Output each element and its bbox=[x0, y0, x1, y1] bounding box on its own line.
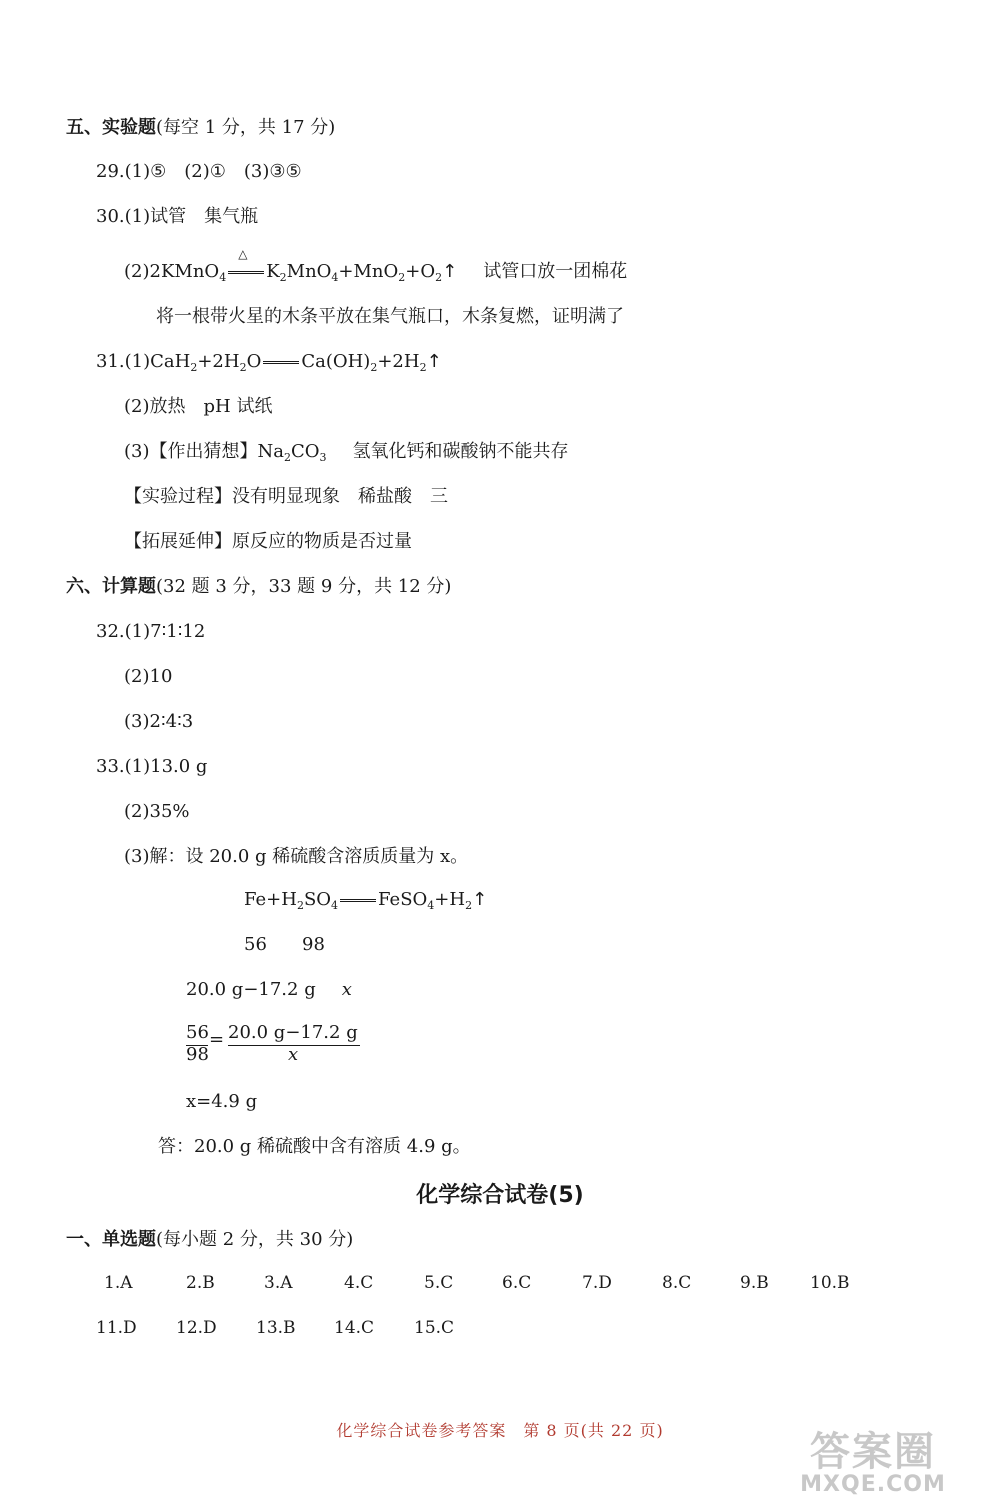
subscript: 2 bbox=[465, 899, 473, 912]
q31-reason: 氢氧化钙和碳酸钠不能共存 bbox=[352, 441, 569, 462]
fraction-numerator: 20.0 g−17.2 g bbox=[228, 1022, 358, 1043]
q31-line3 bbox=[124, 440, 569, 464]
q33-line1: 33.(1)13.0 g bbox=[96, 756, 208, 777]
answer-item: 14.C bbox=[334, 1318, 375, 1338]
q32-line3: (3)2∶4∶3 bbox=[124, 711, 194, 732]
section-1-title: 一、单选题 bbox=[66, 1229, 156, 1250]
paper-5-title: 化学综合试卷(5) bbox=[416, 1183, 584, 1208]
section-1-note: (每小题 2 分，共 30 分) bbox=[156, 1229, 354, 1250]
q33-given-line bbox=[186, 978, 352, 1002]
delta-symbol: △ bbox=[238, 247, 248, 261]
equals-bar bbox=[340, 899, 376, 902]
formula-text: O bbox=[246, 351, 262, 372]
gas-arrow-icon: ↑ bbox=[426, 351, 442, 372]
answer-item: 15.C bbox=[414, 1318, 455, 1338]
subscript: 4 bbox=[331, 271, 339, 284]
q33-mass-98: 98 bbox=[302, 934, 325, 955]
subscript: 2 bbox=[435, 271, 443, 284]
given-mass: 20.0 g−17.2 g bbox=[186, 979, 316, 1000]
q33-result: x=4.9 g bbox=[186, 1091, 258, 1112]
formula-text: 31.(1)CaH bbox=[96, 351, 191, 372]
section-6-note: (32 题 3 分，33 题 9 分，共 12 分) bbox=[156, 576, 452, 597]
formula-text: SO bbox=[303, 889, 332, 910]
heat-condition bbox=[226, 247, 266, 284]
q29-answer: 29.(1)⑤ (2)① (3)③⑤ bbox=[96, 161, 302, 182]
subscript: 4 bbox=[331, 899, 339, 912]
formula-text: +2H bbox=[377, 351, 420, 372]
q33-line2: (2)35% bbox=[124, 801, 190, 822]
formula-text: MnO bbox=[286, 261, 332, 282]
q30-line2 bbox=[124, 247, 628, 284]
formula-text: (3)【作出猜想】Na bbox=[124, 441, 284, 462]
equals-bar bbox=[228, 271, 264, 274]
answer-item: 3.A bbox=[264, 1273, 293, 1293]
section-5-heading bbox=[66, 116, 335, 140]
watermark-logo bbox=[758, 1430, 988, 1498]
q33-equation bbox=[244, 888, 487, 912]
q30-line1: 30.(1)试管 集气瓶 bbox=[96, 206, 259, 227]
section-1-heading bbox=[66, 1228, 353, 1252]
q30-note: 试管口放一团棉花 bbox=[483, 261, 628, 282]
subscript: 3 bbox=[319, 451, 327, 464]
watermark-url: MXQE.COM bbox=[800, 1472, 946, 1497]
q31-line4: 【实验过程】没有明显现象 稀盐酸 三 bbox=[124, 486, 448, 507]
subscript: 2 bbox=[296, 899, 304, 912]
answer-item: 4.C bbox=[344, 1273, 374, 1293]
fraction-numerator: 56 bbox=[186, 1022, 209, 1043]
answer-item: 12.D bbox=[176, 1318, 217, 1338]
gas-arrow-icon: ↑ bbox=[472, 889, 488, 910]
equals-bar bbox=[263, 361, 299, 364]
answer-item: 6.C bbox=[502, 1273, 532, 1293]
subscript: 2 bbox=[370, 361, 378, 374]
answer-item: 11.D bbox=[96, 1318, 137, 1338]
answer-item: 8.C bbox=[662, 1273, 692, 1293]
subscript: 4 bbox=[427, 899, 435, 912]
q33-line3: (3)解：设 20.0 g 稀硫酸含溶质质量为 x。 bbox=[124, 846, 469, 867]
subscript: 2 bbox=[283, 451, 291, 464]
answer-item: 1.A bbox=[104, 1273, 133, 1293]
q33-answer: 答：20.0 g 稀硫酸中含有溶质 4.9 g。 bbox=[158, 1136, 471, 1157]
q32-line2: (2)10 bbox=[124, 666, 173, 687]
subscript: 4 bbox=[219, 271, 227, 284]
formula-text: +O bbox=[405, 261, 436, 282]
answer-item: 13.B bbox=[256, 1318, 296, 1338]
answer-item: 2.B bbox=[186, 1273, 215, 1293]
section-6-title: 六、计算题 bbox=[66, 576, 156, 597]
q32-line1: 32.(1)7∶1∶12 bbox=[96, 621, 206, 642]
formula-text: +H bbox=[434, 889, 466, 910]
fraction-denominator: 98 bbox=[186, 1044, 209, 1065]
subscript: 2 bbox=[419, 361, 427, 374]
section-5-title: 五、实验题 bbox=[66, 117, 156, 138]
gas-arrow-icon: ↑ bbox=[442, 261, 458, 282]
q31-line2: (2)放热 pH 试纸 bbox=[124, 396, 273, 417]
formula-text: Ca(OH) bbox=[301, 351, 371, 372]
answer-item: 7.D bbox=[582, 1273, 612, 1293]
subscript: 2 bbox=[239, 361, 247, 374]
answer-item: 10.B bbox=[810, 1273, 850, 1293]
q31-line5: 【拓展延伸】原反应的物质是否过量 bbox=[124, 531, 412, 552]
subscript: 2 bbox=[190, 361, 198, 374]
q31-line1 bbox=[96, 350, 442, 374]
fraction-equals: = bbox=[209, 1029, 225, 1050]
answer-item: 9.B bbox=[740, 1273, 769, 1293]
fraction-denominator: x bbox=[288, 1044, 299, 1065]
formula-text: CO bbox=[290, 441, 320, 462]
subscript: 2 bbox=[398, 271, 406, 284]
formula-text: (2)2KMnO bbox=[124, 261, 220, 282]
formula-text: FeSO bbox=[378, 889, 428, 910]
page-footer: 化学综合试卷参考答案 第 8 页(共 22 页) bbox=[336, 1421, 664, 1440]
answer-item: 5.C bbox=[424, 1273, 454, 1293]
formula-text: +MnO bbox=[338, 261, 399, 282]
q33-mass-56: 56 bbox=[244, 934, 267, 955]
watermark-text: 答案圈 bbox=[810, 1429, 936, 1475]
fraction-mass-x bbox=[228, 1022, 368, 1068]
unknown-x: x bbox=[341, 979, 352, 1000]
formula-text: Fe+H bbox=[244, 889, 297, 910]
formula-text: K bbox=[266, 261, 280, 282]
formula-text: +2H bbox=[197, 351, 240, 372]
q30-line3: 将一根带火星的木条平放在集气瓶口，木条复燃，证明满了 bbox=[156, 306, 624, 327]
subscript: 2 bbox=[279, 271, 287, 284]
section-5-note: (每空 1 分，共 17 分) bbox=[156, 117, 336, 138]
section-6-heading bbox=[66, 575, 451, 599]
